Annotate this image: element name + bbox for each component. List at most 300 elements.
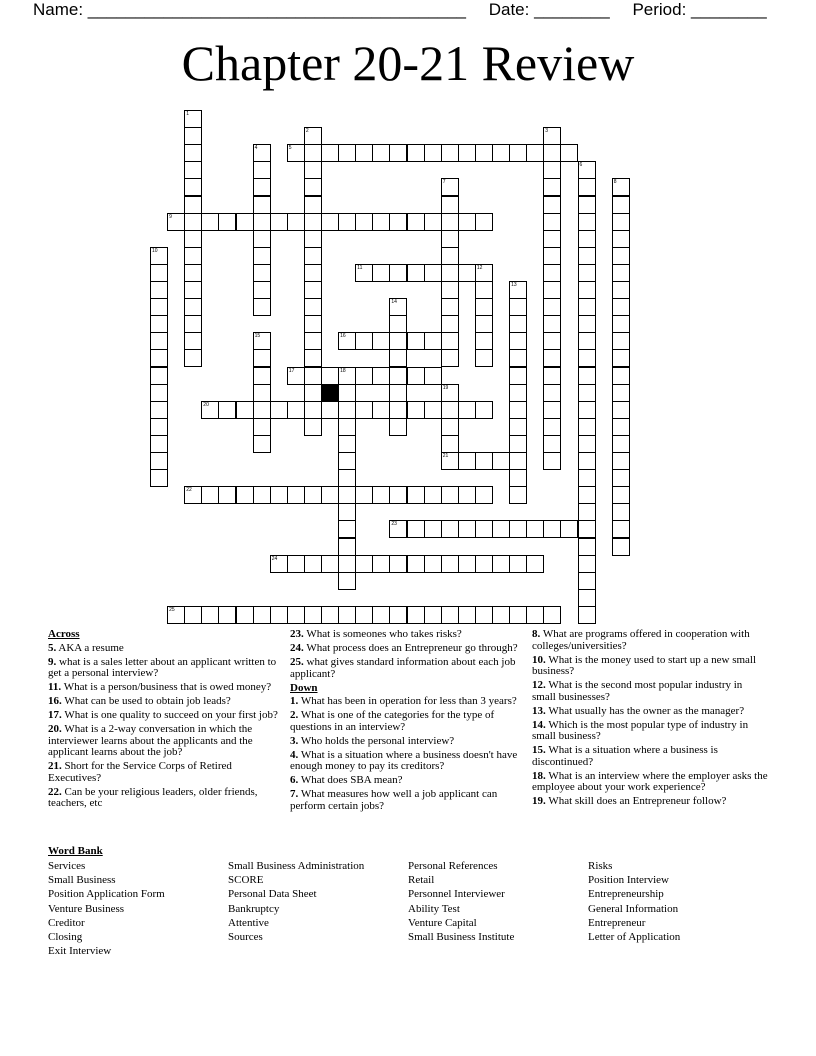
crossword-cell[interactable] <box>612 264 630 282</box>
date-field[interactable]: Date: ________ <box>488 0 610 19</box>
crossword-cell[interactable] <box>201 213 219 231</box>
crossword-cell[interactable] <box>543 127 561 145</box>
crossword-cell[interactable] <box>543 281 561 299</box>
crossword-cell[interactable] <box>441 384 459 402</box>
crossword-cell[interactable] <box>458 606 476 624</box>
crossword-cell[interactable] <box>475 555 493 573</box>
crossword-cell[interactable] <box>389 486 407 504</box>
crossword-cell[interactable] <box>612 230 630 248</box>
crossword-cell[interactable] <box>253 606 271 624</box>
crossword-cell[interactable] <box>458 555 476 573</box>
crossword-cell[interactable] <box>441 264 459 282</box>
crossword-cell[interactable] <box>424 486 442 504</box>
crossword-cell[interactable] <box>441 435 459 453</box>
crossword-cell[interactable] <box>253 418 271 436</box>
crossword-cell[interactable] <box>526 144 544 162</box>
crossword-cell[interactable] <box>253 264 271 282</box>
crossword-cell[interactable] <box>304 555 322 573</box>
crossword-cell[interactable] <box>253 230 271 248</box>
crossword-cell[interactable] <box>424 555 442 573</box>
crossword-cell[interactable] <box>389 606 407 624</box>
crossword-cell[interactable] <box>150 264 168 282</box>
crossword-cell[interactable] <box>321 606 339 624</box>
crossword-cell[interactable] <box>253 213 271 231</box>
crossword-cell[interactable] <box>475 264 493 282</box>
crossword-cell[interactable] <box>338 469 356 487</box>
crossword-cell[interactable] <box>612 486 630 504</box>
crossword-cell[interactable] <box>253 401 271 419</box>
crossword-cell[interactable] <box>543 401 561 419</box>
crossword-cell[interactable] <box>424 606 442 624</box>
crossword-cell[interactable] <box>201 606 219 624</box>
crossword-cell[interactable] <box>304 230 322 248</box>
crossword-cell[interactable] <box>270 555 288 573</box>
crossword-cell[interactable] <box>253 486 271 504</box>
crossword-cell[interactable] <box>543 606 561 624</box>
crossword-cell[interactable] <box>543 230 561 248</box>
crossword-cell[interactable] <box>509 298 527 316</box>
crossword-cell[interactable] <box>150 401 168 419</box>
crossword-cell[interactable] <box>509 520 527 538</box>
crossword-cell[interactable] <box>475 349 493 367</box>
crossword-cell[interactable] <box>441 452 459 470</box>
crossword-cell[interactable] <box>253 384 271 402</box>
crossword-cell[interactable] <box>304 264 322 282</box>
crossword-cell[interactable] <box>578 161 596 179</box>
crossword-cell[interactable] <box>475 332 493 350</box>
crossword-cell[interactable] <box>578 503 596 521</box>
crossword-cell[interactable] <box>475 144 493 162</box>
crossword-cell[interactable] <box>218 486 236 504</box>
crossword-cell[interactable] <box>287 213 305 231</box>
crossword-cell[interactable] <box>543 247 561 265</box>
crossword-cell[interactable] <box>304 332 322 350</box>
crossword-cell[interactable] <box>578 178 596 196</box>
crossword-cell[interactable] <box>372 213 390 231</box>
crossword-cell[interactable] <box>389 264 407 282</box>
crossword-cell[interactable] <box>407 332 425 350</box>
crossword-cell[interactable] <box>458 213 476 231</box>
crossword-cell[interactable] <box>253 247 271 265</box>
crossword-cell[interactable] <box>338 503 356 521</box>
crossword-cell[interactable] <box>441 401 459 419</box>
crossword-cell[interactable] <box>184 196 202 214</box>
crossword-cell[interactable] <box>578 486 596 504</box>
crossword-cell[interactable] <box>150 281 168 299</box>
crossword-cell[interactable] <box>304 418 322 436</box>
crossword-cell[interactable] <box>338 520 356 538</box>
crossword-cell[interactable] <box>236 213 254 231</box>
crossword-cell[interactable] <box>184 349 202 367</box>
crossword-cell[interactable] <box>407 401 425 419</box>
crossword-cell[interactable] <box>184 213 202 231</box>
crossword-cell[interactable] <box>287 144 305 162</box>
crossword-cell[interactable] <box>543 315 561 333</box>
crossword-cell[interactable] <box>612 384 630 402</box>
crossword-cell[interactable] <box>253 435 271 453</box>
crossword-cell[interactable] <box>304 486 322 504</box>
crossword-cell[interactable] <box>184 230 202 248</box>
crossword-cell[interactable] <box>475 452 493 470</box>
crossword-cell[interactable] <box>441 298 459 316</box>
crossword-cell[interactable] <box>372 332 390 350</box>
crossword-cell[interactable] <box>458 452 476 470</box>
crossword-cell[interactable] <box>389 144 407 162</box>
crossword-cell[interactable] <box>475 486 493 504</box>
crossword-cell[interactable] <box>424 332 442 350</box>
crossword-cell[interactable] <box>509 555 527 573</box>
crossword-cell[interactable] <box>441 144 459 162</box>
crossword-cell[interactable] <box>304 367 322 385</box>
crossword-cell[interactable] <box>424 367 442 385</box>
crossword-cell[interactable] <box>441 247 459 265</box>
crossword-cell[interactable] <box>612 247 630 265</box>
crossword-cell[interactable] <box>184 264 202 282</box>
crossword-cell[interactable] <box>441 196 459 214</box>
crossword-cell[interactable] <box>304 144 322 162</box>
crossword-cell[interactable] <box>355 332 373 350</box>
crossword-cell[interactable] <box>218 401 236 419</box>
crossword-cell[interactable] <box>424 264 442 282</box>
crossword-cell[interactable] <box>492 144 510 162</box>
crossword-cell[interactable] <box>338 144 356 162</box>
crossword-cell[interactable] <box>201 401 219 419</box>
crossword-cell[interactable] <box>304 349 322 367</box>
crossword-cell[interactable] <box>543 144 561 162</box>
crossword-cell[interactable] <box>355 401 373 419</box>
crossword-cell[interactable] <box>509 367 527 385</box>
crossword-cell[interactable] <box>509 384 527 402</box>
crossword-cell[interactable] <box>441 349 459 367</box>
crossword-cell[interactable] <box>509 332 527 350</box>
crossword-cell[interactable] <box>355 264 373 282</box>
crossword-cell[interactable] <box>492 520 510 538</box>
crossword-cell[interactable] <box>304 127 322 145</box>
crossword-cell[interactable] <box>304 247 322 265</box>
crossword-cell[interactable] <box>150 367 168 385</box>
crossword-cell[interactable] <box>475 520 493 538</box>
crossword-cell[interactable] <box>492 606 510 624</box>
crossword-cell[interactable] <box>509 486 527 504</box>
crossword-cell[interactable] <box>578 332 596 350</box>
crossword-cell[interactable] <box>407 264 425 282</box>
crossword-cell[interactable] <box>236 606 254 624</box>
crossword-cell[interactable] <box>389 418 407 436</box>
crossword-cell[interactable] <box>543 435 561 453</box>
crossword-cell[interactable] <box>355 367 373 385</box>
crossword-cell[interactable] <box>407 144 425 162</box>
crossword-cell[interactable] <box>560 144 578 162</box>
crossword-cell[interactable] <box>253 367 271 385</box>
crossword-cell[interactable] <box>578 196 596 214</box>
crossword-cell[interactable] <box>304 178 322 196</box>
crossword-cell[interactable] <box>287 401 305 419</box>
crossword-cell[interactable] <box>184 332 202 350</box>
crossword-cell[interactable] <box>612 503 630 521</box>
crossword-cell[interactable] <box>184 298 202 316</box>
crossword-cell[interactable] <box>304 401 322 419</box>
crossword-cell[interactable] <box>304 298 322 316</box>
crossword-cell[interactable] <box>441 230 459 248</box>
crossword-cell[interactable] <box>236 486 254 504</box>
crossword-cell[interactable] <box>372 144 390 162</box>
crossword-cell[interactable] <box>492 452 510 470</box>
crossword-cell[interactable] <box>304 161 322 179</box>
crossword-cell[interactable] <box>321 213 339 231</box>
crossword-cell[interactable] <box>150 452 168 470</box>
crossword-cell[interactable] <box>321 555 339 573</box>
crossword-cell[interactable] <box>543 418 561 436</box>
crossword-cell[interactable] <box>560 520 578 538</box>
crossword-cell[interactable] <box>389 555 407 573</box>
crossword-cell[interactable] <box>612 435 630 453</box>
crossword-cell[interactable] <box>475 281 493 299</box>
crossword-cell[interactable] <box>253 349 271 367</box>
crossword-cell[interactable] <box>270 213 288 231</box>
crossword-cell[interactable] <box>441 486 459 504</box>
crossword-cell[interactable] <box>184 486 202 504</box>
crossword-cell[interactable] <box>407 555 425 573</box>
crossword-cell[interactable] <box>578 538 596 556</box>
crossword-cell[interactable] <box>253 196 271 214</box>
crossword-cell[interactable] <box>578 606 596 624</box>
crossword-cell[interactable] <box>612 196 630 214</box>
crossword-cell[interactable] <box>150 349 168 367</box>
crossword-cell[interactable] <box>338 555 356 573</box>
crossword-cell[interactable] <box>338 213 356 231</box>
crossword-cell[interactable] <box>389 349 407 367</box>
crossword-cell[interactable] <box>389 332 407 350</box>
crossword-cell[interactable] <box>612 469 630 487</box>
crossword-cell[interactable] <box>509 606 527 624</box>
crossword-cell[interactable] <box>201 486 219 504</box>
crossword-cell[interactable] <box>304 281 322 299</box>
crossword-cell[interactable] <box>150 247 168 265</box>
crossword-cell[interactable] <box>389 315 407 333</box>
crossword-cell[interactable] <box>578 435 596 453</box>
crossword-cell[interactable] <box>509 144 527 162</box>
crossword-cell[interactable] <box>509 315 527 333</box>
crossword-cell[interactable] <box>424 213 442 231</box>
crossword-cell[interactable] <box>355 555 373 573</box>
crossword-cell[interactable] <box>389 520 407 538</box>
crossword-cell[interactable] <box>543 196 561 214</box>
crossword-cell[interactable] <box>612 538 630 556</box>
crossword-cell[interactable] <box>612 401 630 419</box>
crossword-cell[interactable] <box>526 606 544 624</box>
crossword-cell[interactable] <box>578 213 596 231</box>
crossword-cell[interactable] <box>338 401 356 419</box>
crossword-cell[interactable] <box>389 384 407 402</box>
crossword-cell[interactable] <box>304 213 322 231</box>
crossword-cell[interactable] <box>578 247 596 265</box>
crossword-cell[interactable] <box>441 332 459 350</box>
crossword-cell[interactable] <box>184 247 202 265</box>
crossword-cell[interactable] <box>150 418 168 436</box>
crossword-cell[interactable] <box>441 315 459 333</box>
crossword-cell[interactable] <box>321 144 339 162</box>
crossword-cell[interactable] <box>441 213 459 231</box>
crossword-cell[interactable] <box>475 213 493 231</box>
crossword-cell[interactable] <box>304 606 322 624</box>
crossword-cell[interactable] <box>458 264 476 282</box>
crossword-cell[interactable] <box>355 606 373 624</box>
crossword-cell[interactable] <box>509 349 527 367</box>
crossword-cell[interactable] <box>543 298 561 316</box>
crossword-cell[interactable] <box>578 315 596 333</box>
crossword-cell[interactable] <box>184 281 202 299</box>
crossword-cell[interactable] <box>407 520 425 538</box>
crossword-cell[interactable] <box>355 144 373 162</box>
crossword-cell[interactable] <box>338 452 356 470</box>
crossword-cell[interactable] <box>321 367 339 385</box>
crossword-cell[interactable] <box>543 520 561 538</box>
crossword-cell[interactable] <box>150 315 168 333</box>
crossword-cell[interactable] <box>578 384 596 402</box>
crossword-cell[interactable] <box>338 418 356 436</box>
crossword-cell[interactable] <box>578 349 596 367</box>
crossword-cell[interactable] <box>184 127 202 145</box>
crossword-cell[interactable] <box>338 606 356 624</box>
crossword-cell[interactable] <box>304 384 322 402</box>
crossword-cell[interactable] <box>543 178 561 196</box>
crossword-cell[interactable] <box>218 606 236 624</box>
crossword-cell[interactable] <box>458 486 476 504</box>
crossword-cell[interactable] <box>612 281 630 299</box>
crossword-cell[interactable] <box>578 367 596 385</box>
crossword-cell[interactable] <box>355 486 373 504</box>
crossword-cell[interactable] <box>253 332 271 350</box>
crossword-cell[interactable] <box>612 213 630 231</box>
crossword-cell[interactable] <box>150 469 168 487</box>
crossword-cell[interactable] <box>407 213 425 231</box>
crossword-cell[interactable] <box>543 213 561 231</box>
crossword-cell[interactable] <box>543 264 561 282</box>
name-field[interactable]: Name: ________________________________________ <box>33 0 466 19</box>
crossword-cell[interactable] <box>253 298 271 316</box>
crossword-cell[interactable] <box>253 144 271 162</box>
crossword-cell[interactable] <box>150 298 168 316</box>
crossword-cell[interactable] <box>543 349 561 367</box>
crossword-cell[interactable] <box>253 281 271 299</box>
crossword-cell[interactable] <box>612 332 630 350</box>
crossword-cell[interactable] <box>612 367 630 385</box>
crossword-cell[interactable] <box>372 486 390 504</box>
period-field[interactable]: Period: ________ <box>632 0 767 19</box>
crossword-cell[interactable] <box>509 469 527 487</box>
crossword-cell[interactable] <box>578 452 596 470</box>
crossword-cell[interactable] <box>526 555 544 573</box>
crossword-cell[interactable] <box>389 298 407 316</box>
crossword-cell[interactable] <box>612 315 630 333</box>
crossword-cell[interactable] <box>372 555 390 573</box>
crossword-cell[interactable] <box>458 520 476 538</box>
crossword-cell[interactable] <box>218 213 236 231</box>
crossword-cell[interactable] <box>167 606 185 624</box>
crossword-cell[interactable] <box>578 520 596 538</box>
crossword-cell[interactable] <box>509 281 527 299</box>
crossword-cell[interactable] <box>441 281 459 299</box>
crossword-cell[interactable] <box>543 384 561 402</box>
crossword-cell[interactable] <box>458 144 476 162</box>
crossword-cell[interactable] <box>578 418 596 436</box>
crossword-cell[interactable] <box>184 144 202 162</box>
crossword-cell[interactable] <box>441 520 459 538</box>
crossword-cell[interactable] <box>184 315 202 333</box>
crossword-cell[interactable] <box>441 606 459 624</box>
crossword-cell[interactable] <box>184 606 202 624</box>
crossword-cell[interactable] <box>509 401 527 419</box>
crossword-cell[interactable] <box>184 161 202 179</box>
crossword-cell[interactable] <box>338 572 356 590</box>
crossword-cell[interactable] <box>338 486 356 504</box>
crossword-cell[interactable] <box>612 452 630 470</box>
crossword-cell[interactable] <box>253 161 271 179</box>
crossword-cell[interactable] <box>338 435 356 453</box>
crossword-cell[interactable] <box>424 401 442 419</box>
crossword-cell[interactable] <box>475 401 493 419</box>
crossword-cell[interactable] <box>441 418 459 436</box>
crossword-cell[interactable] <box>150 384 168 402</box>
crossword-cell[interactable] <box>338 332 356 350</box>
crossword-cell[interactable] <box>338 384 356 402</box>
crossword-cell[interactable] <box>543 332 561 350</box>
crossword-cell[interactable] <box>338 538 356 556</box>
crossword-cell[interactable] <box>372 606 390 624</box>
crossword-cell[interactable] <box>475 606 493 624</box>
crossword-cell[interactable] <box>407 606 425 624</box>
crossword-cell[interactable] <box>304 315 322 333</box>
crossword-cell[interactable] <box>304 196 322 214</box>
crossword-cell[interactable] <box>150 435 168 453</box>
crossword-cell[interactable] <box>543 161 561 179</box>
crossword-cell[interactable] <box>441 555 459 573</box>
crossword-cell[interactable] <box>509 452 527 470</box>
crossword-cell[interactable] <box>578 264 596 282</box>
crossword-cell[interactable] <box>492 555 510 573</box>
crossword-cell[interactable] <box>509 418 527 436</box>
crossword-cell[interactable] <box>287 555 305 573</box>
crossword-cell[interactable] <box>424 520 442 538</box>
crossword-cell[interactable] <box>355 213 373 231</box>
crossword-cell[interactable] <box>389 401 407 419</box>
crossword-cell[interactable] <box>578 401 596 419</box>
crossword-cell[interactable] <box>372 401 390 419</box>
crossword-cell[interactable] <box>184 178 202 196</box>
crossword-cell[interactable] <box>543 452 561 470</box>
crossword-cell[interactable] <box>167 213 185 231</box>
crossword-cell[interactable] <box>612 520 630 538</box>
crossword-cell[interactable] <box>578 230 596 248</box>
crossword-cell[interactable] <box>372 367 390 385</box>
crossword-cell[interactable] <box>509 435 527 453</box>
crossword-cell[interactable] <box>372 264 390 282</box>
crossword-cell[interactable] <box>578 298 596 316</box>
crossword-cell[interactable] <box>407 486 425 504</box>
crossword-cell[interactable] <box>578 469 596 487</box>
crossword-cell[interactable] <box>526 520 544 538</box>
crossword-cell[interactable] <box>270 401 288 419</box>
crossword-cell[interactable] <box>458 401 476 419</box>
crossword-cell[interactable] <box>321 486 339 504</box>
crossword-cell[interactable] <box>578 572 596 590</box>
crossword-cell[interactable] <box>475 298 493 316</box>
crossword-cell[interactable] <box>253 178 271 196</box>
crossword-cell[interactable] <box>389 213 407 231</box>
crossword-cell[interactable] <box>287 486 305 504</box>
crossword-cell[interactable] <box>270 606 288 624</box>
crossword-cell[interactable] <box>543 367 561 385</box>
